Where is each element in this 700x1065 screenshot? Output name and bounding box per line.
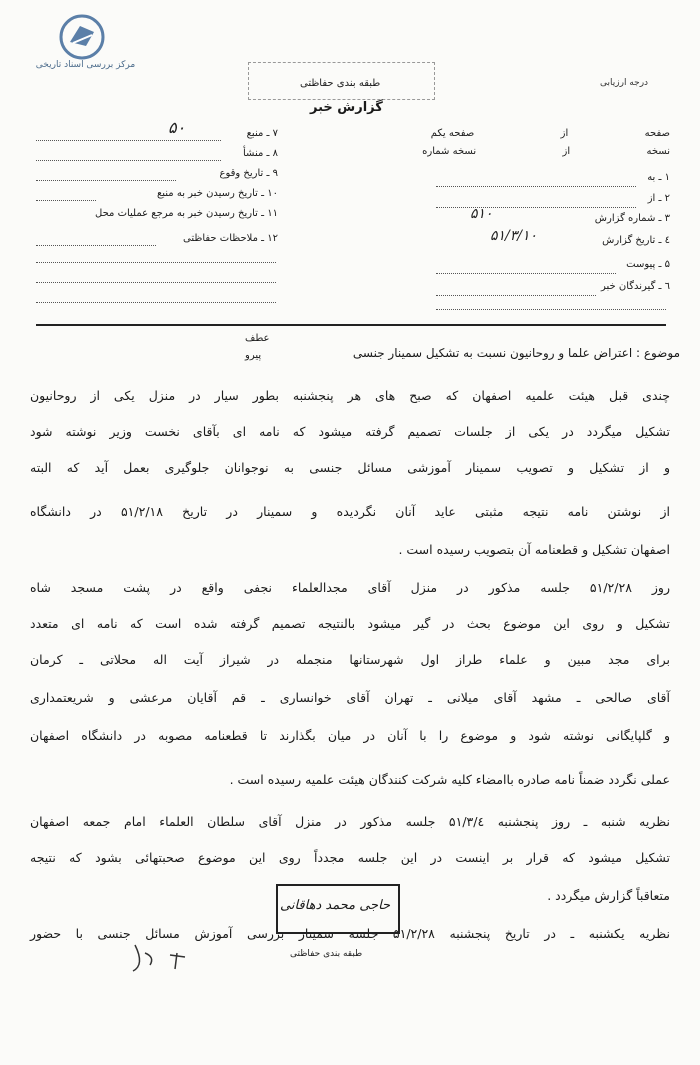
- field-source: ۷ ـ منبع: [246, 128, 278, 139]
- classification-bottom: طبقه بندی حفاظتی: [290, 949, 363, 959]
- field-origin-line: [36, 160, 221, 161]
- field-security-notes: ۱۲ ـ ملاحظات حفاظتی: [183, 233, 278, 244]
- body-line: و از تشکیل و تصویب سمینار آموزشی مسائل جنسی به نوجوانان جلوگیری بعمل آید که البته: [30, 460, 670, 475]
- body-line: متعاقباً گزارش میگردد .: [547, 888, 670, 903]
- field-recipients-line: [436, 295, 596, 296]
- follow-up-label: پیرو: [245, 350, 262, 361]
- reference-label: عطف: [245, 333, 270, 344]
- document-title: گزارش خبر: [310, 100, 383, 115]
- body-line: عملی نگردد ضمناً نامه صادره باامضاء کلیه شرکت کنندگان هیئت علمیه رسیده است .: [229, 772, 670, 787]
- field-extra-line: [436, 309, 666, 310]
- field-attachment-line: [436, 273, 616, 274]
- field-page: صفحه از صفحه یکم: [430, 128, 670, 139]
- left-blank-line-3: [36, 302, 276, 303]
- body-line: آقای صالحی ـ مشهد آقای میلانی ـ تهران آقای خوانساری ـ قم آقایان مرعشی و شریعتمداری: [30, 690, 670, 705]
- body-line: و گلپایگانی نوشته شود و موضوع را با آنان در میان بگذارند تا قطعنامه مصوبه در دانشگاه اصفهان: [30, 728, 670, 743]
- body-line: روز ۵۱/۲/۲۸ جلسه مذکور در منزل آقای مجدالعلماء نجفی واقع در پشت مسجد شاه: [30, 580, 670, 595]
- field-security-notes-line: [36, 245, 156, 246]
- body-line: از نوشتن نامه نتیجه مثبتی عاید آنان نگردیده و سمینار در تاریخ ۵۱/۲/۱۸ در دانشگاه: [30, 504, 670, 519]
- header-divider: [36, 324, 666, 326]
- body-line: تشکیل میگردد در یکی از جلسات تصمیم گرفته میشود که نامه ای بآقای نخست وزیر نوشته شود: [30, 424, 670, 439]
- report-number-value: ۵۱۰: [470, 206, 493, 222]
- left-blank-line-1: [36, 262, 276, 263]
- evaluation-grade: درجه ارزیابی: [600, 78, 649, 88]
- field-to: ۱ ـ به: [647, 172, 670, 183]
- report-date-value: ۵۱/۳/۱۰: [490, 228, 538, 244]
- field-copy: نسخه از نسخه شماره: [422, 146, 670, 157]
- field-recipients: ٦ ـ گیرندگان خبر: [600, 281, 670, 292]
- archive-emblem-icon: [56, 14, 108, 60]
- archive-logo-text: مرکز بررسی اسناد تاریخی: [35, 60, 136, 70]
- field-news-to-source-line: [36, 200, 96, 201]
- source-value: ۵۰: [168, 118, 186, 137]
- field-origin: ۸ ـ منشأ: [242, 148, 278, 159]
- body-line: اصفهان تشکیل و قطعنامه آن بتصویب رسیده است .: [398, 542, 670, 557]
- field-event-date: ۹ ـ تاریخ وقوع: [219, 168, 278, 179]
- field-to-line: [436, 186, 636, 187]
- body-line: چندی قبل هیئت علمیه اصفهان که صبح های هر پنجشنبه بطور سیار در منزل یکی از روحانیون: [30, 388, 670, 403]
- field-news-to-local-date: ۱۱ ـ تاریخ رسیدن خبر به مرجع عملیات محل: [95, 208, 278, 219]
- body-line: برای مجد مبین و علماء طراز اول شهرستانها منجمله در شیراز آیت اله محلاتی ـ کرمان: [30, 652, 670, 667]
- body-line: تشکیل میشود که قرار بر اینست در این جلسه مجدداً روی این موضوع صحبتهائی بشود که نتیجه: [30, 850, 670, 865]
- field-attachment: ۵ ـ پیوست: [626, 259, 670, 270]
- handwritten-signature-icon: [125, 935, 195, 975]
- classification-top: طبقه بندی حفاظتی: [300, 78, 381, 89]
- field-event-date-line: [36, 180, 176, 181]
- archive-logo: [28, 14, 138, 74]
- field-source-line: [36, 140, 221, 141]
- body-line: نظریه یکشنبه ـ در تاریخ پنجشنبه ۵۱/۲/۲۸ جلسه سمینار بررسی آموزش مسائل جنسی با حضور: [30, 926, 670, 941]
- signature-stamp-text: حاجی محمد دهاقانی: [280, 898, 391, 913]
- field-from: ۲ ـ از: [647, 193, 670, 204]
- field-report-number: ۳ ـ شماره گزارش: [594, 213, 670, 224]
- left-blank-line-2: [36, 282, 276, 283]
- subject-line: موضوع : اعتراض علما و روحانیون نسبت به تشکیل سمینار جنسی: [352, 346, 680, 360]
- field-news-to-source-date: ۱۰ ـ تاریخ رسیدن خبر به منبع: [156, 188, 278, 199]
- body-line: نظریه شنبه ـ روز پنجشنبه ۵۱/۳/٤ جلسه مذکور در منزل آقای سلطان العلماء امام جمعه اصفهان: [30, 814, 670, 829]
- body-line: تشکیل و روی این موضوع بحث در گیر میشود بالنتیجه تصمیم گرفته شده است که نامه ای متعدد: [30, 616, 670, 631]
- field-report-date: ٤ ـ تاریخ گزارش: [602, 235, 670, 246]
- field-from-line: [436, 207, 636, 208]
